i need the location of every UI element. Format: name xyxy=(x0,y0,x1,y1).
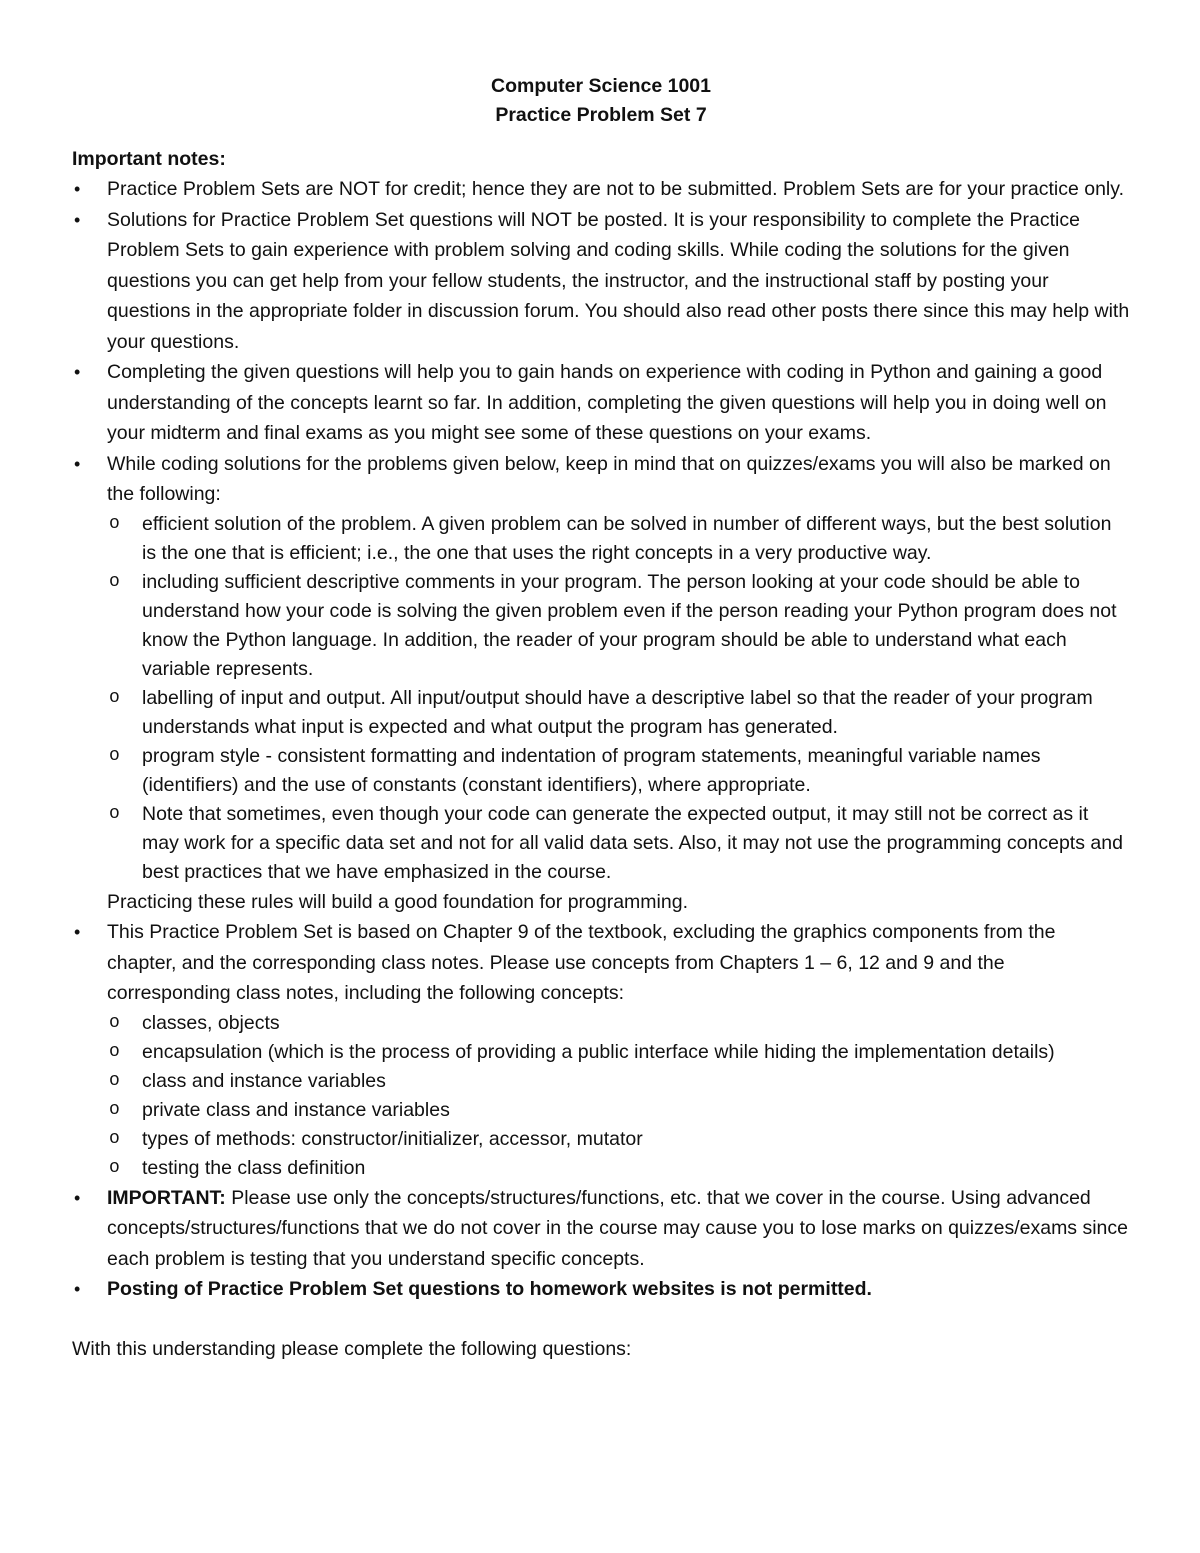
posting-rule: Posting of Practice Problem Set questions to homework websites is not permitted. xyxy=(107,1278,872,1300)
notes-heading: Important notes: xyxy=(72,148,226,170)
note-item-important xyxy=(72,1183,1130,1275)
bullet-icon: • xyxy=(74,1279,81,1299)
concept-text: encapsulation (which is the process of providing a public interface while hiding the implementation details) xyxy=(142,1040,1055,1063)
important-label: IMPORTANT: xyxy=(107,1186,226,1209)
note-item-marking xyxy=(72,449,1130,918)
criteria-text: including sufficient descriptive comments in your program. The person looking at your code should be able to understand how your code is solving the given problem even if the person reading your Python program does not know the Python language. In addition, the reader of your program should be able to understand what each variable represents. xyxy=(142,570,1117,680)
note-item-chapter xyxy=(72,917,1130,1183)
note-item xyxy=(72,205,1130,358)
sub-bullet-icon: o xyxy=(109,1157,120,1178)
sub-bullet-icon: o xyxy=(109,803,120,824)
course-title: Computer Science 1001 xyxy=(490,75,711,97)
criteria-item xyxy=(107,684,1130,742)
concept-text: types of methods: constructor/initializer, accessor, mutator xyxy=(142,1127,643,1150)
note-text: Practice Problem Sets are NOT for credit; hence they are not to be submitted. Problem Sets are for your practice only. xyxy=(107,178,1124,200)
sub-bullet-icon: o xyxy=(109,571,120,592)
note-text: Completing the given questions will help you to gain hands on experience with coding in Python and gaining a good understanding of the concepts learnt so far. In addition, completing the given questions will help you in doing well on your midterm and final exams as you might see some of these questions on your exams. xyxy=(107,361,1107,444)
bullet-icon: • xyxy=(74,453,81,474)
concept-item xyxy=(107,1067,1130,1096)
sub-bullet-icon: o xyxy=(109,687,120,708)
criteria-text: labelling of input and output. All input/output should have a descriptive label so that the reader of your program understands what input is expected and what output the program has generated. xyxy=(142,686,1093,738)
sub-bullet-icon: o xyxy=(109,513,120,534)
bullet-icon: • xyxy=(74,922,81,942)
bullet-icon: • xyxy=(74,179,81,199)
bullet-icon: • xyxy=(74,1187,81,1208)
sub-bullet-icon: o xyxy=(109,745,120,766)
criteria-item xyxy=(107,742,1130,800)
sub-bullet-icon: o xyxy=(109,1099,120,1120)
note-item xyxy=(72,357,1130,449)
concept-item xyxy=(107,1038,1130,1067)
criteria-item xyxy=(107,568,1130,684)
problem-set-title: Practice Problem Set 7 xyxy=(495,104,707,126)
marking-criteria-list xyxy=(107,510,1130,887)
note-text: Solutions for Practice Problem Set questions will NOT be posted. It is your responsibility to complete the Practice Problem Sets to gain experience with problem solving and coding skills. While coding the solutions for the given questions you can get help from your fellow students, the instructor, and the instructional staff by posting your questions in the appropriate folder in discussion forum. You should also read other posts there since this may help with your questions. xyxy=(107,208,1130,353)
concept-text: private class and instance variables xyxy=(142,1098,450,1121)
sub-bullet-icon: o xyxy=(109,1070,120,1091)
chapter-intro: This Practice Problem Set is based on Chapter 9 of the textbook, excluding the graphics components from the chapter, and the corresponding class notes. Please use concepts from Chapters 1 – 6, 12 and 9 and the corresponding class notes, including the following concepts: xyxy=(107,921,1056,1004)
bullet-icon: • xyxy=(74,209,81,230)
note-item xyxy=(72,174,1130,205)
criteria-text: program style - consistent formatting and indentation of program statements, meaningful variable names (identifiers) and the use of constants (constant identifiers), where appropriate. xyxy=(142,744,1041,796)
criteria-text: efficient solution of the problem. A given problem can be solved in number of different ways, but the best solution is the one that is efficient; i.e., the one that uses the right concepts in a very productive way. xyxy=(142,512,1112,564)
sub-bullet-icon: o xyxy=(109,1128,120,1149)
important-text: Please use only the concepts/structures/functions, etc. that we cover in the course. Using advanced concepts/structures/functions that we do not cover in the course may cause you to lose marks on quizzes/exams since each problem is testing that you understand specific concepts. xyxy=(107,1186,1128,1270)
sub-bullet-icon: o xyxy=(109,1041,120,1062)
concept-text: testing the class definition xyxy=(142,1156,366,1179)
note-item-posting xyxy=(72,1274,1130,1305)
sub-bullet-icon: o xyxy=(109,1012,120,1033)
bullet-icon: • xyxy=(74,362,81,382)
notes-list xyxy=(72,174,1130,1305)
closing-line: With this understanding please complete the following questions: xyxy=(72,1337,632,1360)
criteria-text: Note that sometimes, even though your code can generate the expected output, it may still not be correct as it may work for a specific data set and not for all valid data sets. Also, it may not use the programming concepts and best practices that we have emphasized in the course. xyxy=(142,802,1123,883)
criteria-item xyxy=(107,800,1130,887)
concept-item xyxy=(107,1154,1130,1183)
concept-item xyxy=(107,1009,1130,1038)
criteria-item xyxy=(107,510,1130,568)
title-block xyxy=(72,72,1130,130)
concept-item xyxy=(107,1125,1130,1154)
concepts-list xyxy=(107,1009,1130,1183)
concept-item xyxy=(107,1096,1130,1125)
concept-text: class and instance variables xyxy=(142,1069,386,1092)
marking-intro: While coding solutions for the problems given below, keep in mind that on quizzes/exams you will also be marked on the following: xyxy=(107,452,1111,505)
marking-closing: Practicing these rules will build a good foundation for programming. xyxy=(107,890,688,913)
concept-text: classes, objects xyxy=(142,1011,280,1034)
